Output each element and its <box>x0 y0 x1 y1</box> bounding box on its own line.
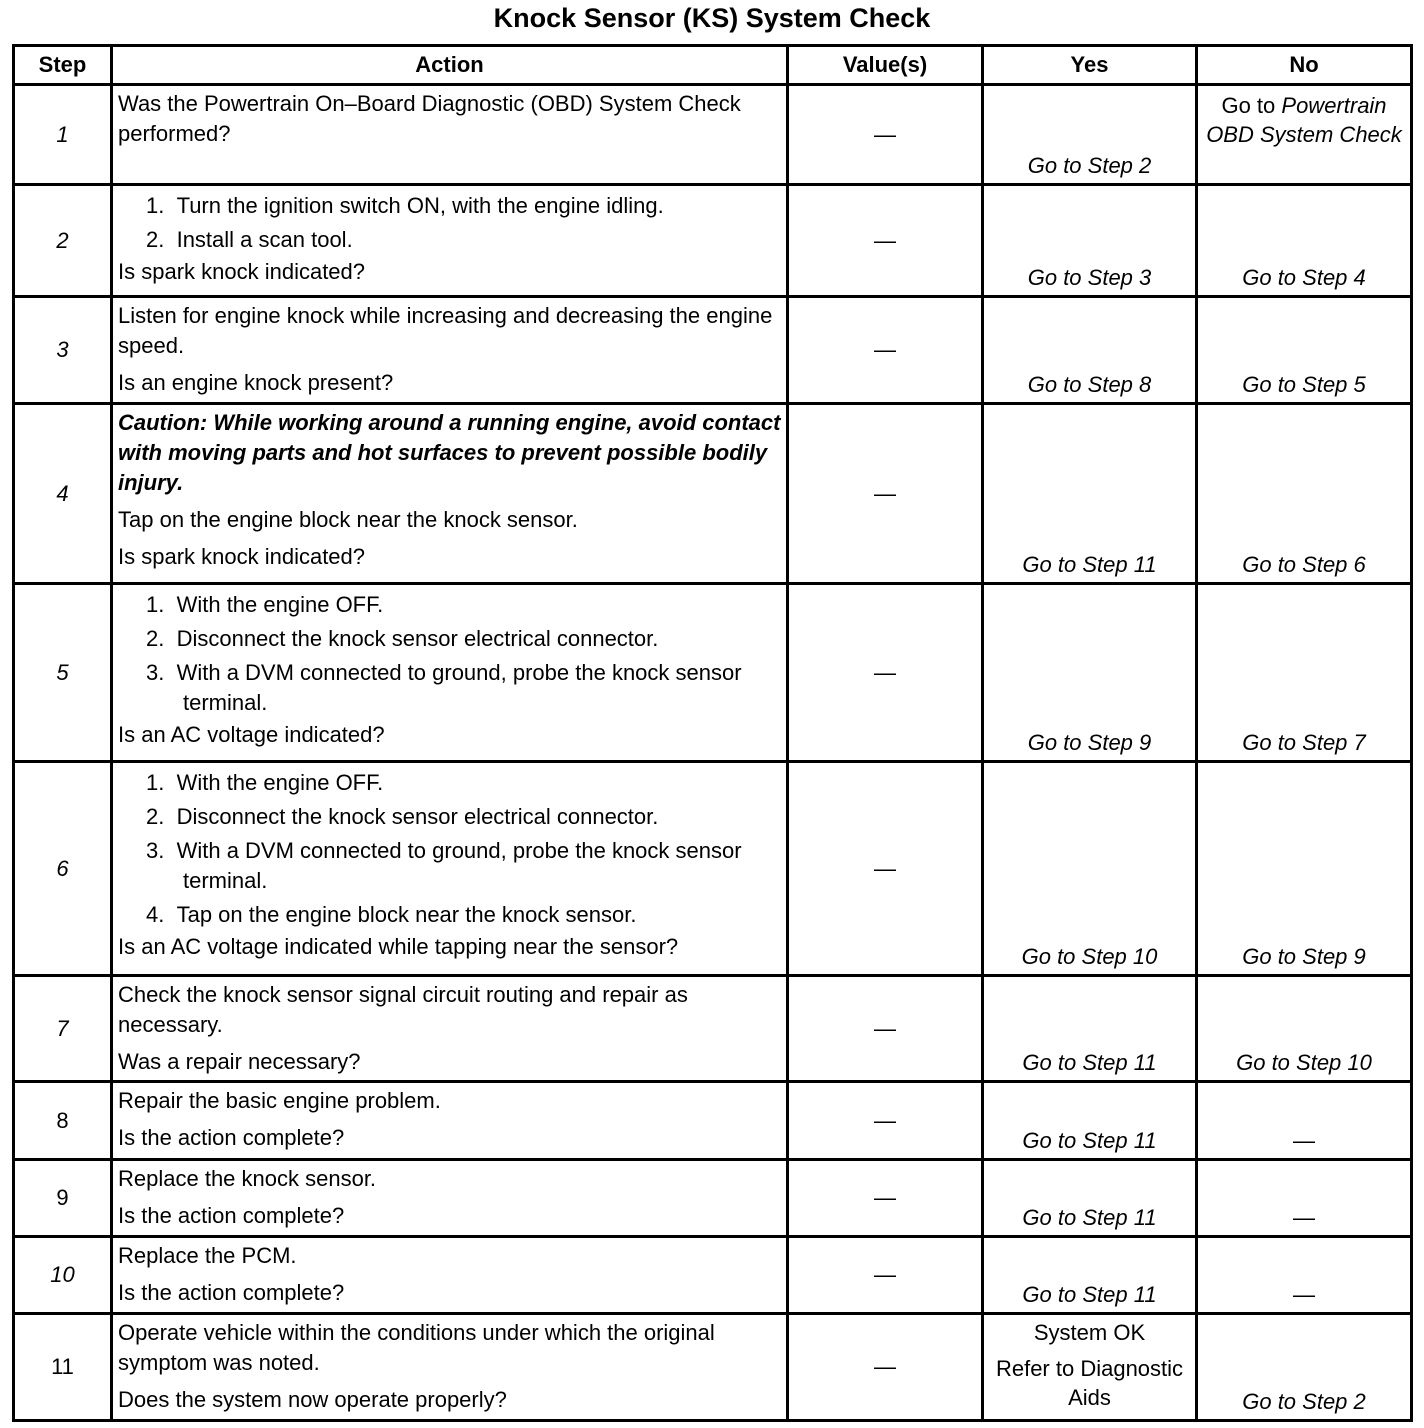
value-cell: — <box>788 976 983 1082</box>
action-cell <box>112 584 788 762</box>
list-item: 1. With the engine OFF. <box>146 770 384 795</box>
table-row <box>14 1082 1412 1160</box>
system-ok-text: System OK <box>1033 1320 1146 1345</box>
caution-text: Caution: While working around a running engine, avoid contact with moving parts and hot surfaces to prevent possible bodily injury. <box>118 410 781 495</box>
no-link: Powertrain OBD System Check <box>1206 93 1402 147</box>
list-item: 1. With the engine OFF. <box>146 592 384 617</box>
no-cell: Go to Step 9 <box>1197 762 1412 976</box>
action-list <box>146 768 782 930</box>
header-step: Step <box>14 46 112 85</box>
yes-cell: Go to Step 3 <box>983 185 1197 297</box>
table-row <box>14 976 1412 1082</box>
yes-cell: Go to Step 9 <box>983 584 1197 762</box>
table-row <box>14 297 1412 404</box>
yes-cell: Go to Step 2 <box>983 85 1197 185</box>
value-cell: — <box>788 404 983 584</box>
yes-cell: Go to Step 11 <box>983 404 1197 584</box>
action-cell <box>112 185 788 297</box>
action-cell <box>112 297 788 404</box>
action-cell <box>112 1314 788 1421</box>
header-yes: Yes <box>983 46 1197 85</box>
diagnostic-table <box>12 44 1413 1422</box>
step-number: 1 <box>14 85 112 185</box>
table-row <box>14 1314 1412 1421</box>
action-text: Replace the PCM. <box>118 1243 297 1268</box>
value-cell: — <box>788 762 983 976</box>
no-cell: Go to Step 5 <box>1197 297 1412 404</box>
yes-cell: Go to Step 10 <box>983 762 1197 976</box>
page-title: Knock Sensor (KS) System Check <box>493 3 931 33</box>
value-cell: — <box>788 297 983 404</box>
no-cell: Go to Step 6 <box>1197 404 1412 584</box>
list-item: 3. With a DVM connected to ground, probe the knock sensor terminal. <box>146 838 742 893</box>
table-row <box>14 584 1412 762</box>
action-question: Is spark knock indicated? <box>118 259 366 284</box>
diagnostic-aids-text: Refer to Diagnostic Aids <box>995 1356 1184 1410</box>
value-cell: — <box>788 85 983 185</box>
table-row <box>14 85 1412 185</box>
step-number: 10 <box>14 1237 112 1314</box>
action-cell <box>112 976 788 1082</box>
header-values: Value(s) <box>788 46 983 85</box>
action-cell <box>112 85 788 185</box>
table-row <box>14 1160 1412 1237</box>
table-row <box>14 404 1412 584</box>
list-item: 2. Install a scan tool. <box>146 227 353 252</box>
no-prefix: Go to <box>1221 93 1276 118</box>
action-cell <box>112 404 788 584</box>
action-text: Replace the knock sensor. <box>118 1166 377 1191</box>
list-item: 3. With a DVM connected to ground, probe the knock sensor terminal. <box>146 660 742 715</box>
list-item: 2. Disconnect the knock sensor electrical connector. <box>146 804 659 829</box>
yes-cell: Go to Step 11 <box>983 1160 1197 1237</box>
step-number: 7 <box>14 976 112 1082</box>
no-cell: Go to Step 10 <box>1197 976 1412 1082</box>
action-question: Does the system now operate properly? <box>118 1387 507 1412</box>
yes-cell <box>983 1314 1197 1421</box>
step-number: 3 <box>14 297 112 404</box>
yes-cell: Go to Step 11 <box>983 1082 1197 1160</box>
value-cell: — <box>788 1082 983 1160</box>
action-cell <box>112 1082 788 1160</box>
action-text: Repair the basic engine problem. <box>118 1088 441 1113</box>
action-cell <box>112 762 788 976</box>
no-cell: Go to Step 7 <box>1197 584 1412 762</box>
action-cell <box>112 1160 788 1237</box>
no-cell: — <box>1197 1082 1412 1160</box>
action-question: Is an AC voltage indicated? <box>118 722 385 747</box>
value-cell: — <box>788 1237 983 1314</box>
action-question: Was a repair necessary? <box>118 1049 361 1074</box>
value-cell: — <box>788 1314 983 1421</box>
list-item: 1. Turn the ignition switch ON, with the engine idling. <box>146 193 664 218</box>
yes-cell: Go to Step 11 <box>983 1237 1197 1314</box>
action-text: Operate vehicle within the conditions under which the original symptom was noted. <box>118 1320 715 1375</box>
action-list <box>146 590 782 718</box>
yes-cell: Go to Step 8 <box>983 297 1197 404</box>
no-cell: Go to Step 4 <box>1197 185 1412 297</box>
step-number: 4 <box>14 404 112 584</box>
no-cell: — <box>1197 1160 1412 1237</box>
action-text: Check the knock sensor signal circuit routing and repair as necessary. <box>118 982 688 1037</box>
step-number: 5 <box>14 584 112 762</box>
header-no: No <box>1197 46 1412 85</box>
value-cell: — <box>788 584 983 762</box>
action-question: Is an AC voltage indicated while tapping near the sensor? <box>118 934 679 959</box>
list-item: 4. Tap on the engine block near the knock sensor. <box>146 902 637 927</box>
action-question: Is spark knock indicated? <box>118 544 366 569</box>
action-list <box>146 191 782 255</box>
list-item: 2. Disconnect the knock sensor electrical connector. <box>146 626 659 651</box>
action-text: Tap on the engine block near the knock sensor. <box>118 507 578 532</box>
header-row <box>14 46 1412 85</box>
step-number: 9 <box>14 1160 112 1237</box>
no-cell <box>1197 85 1412 185</box>
action-question: Is the action complete? <box>118 1203 345 1228</box>
action-question: Is an engine knock present? <box>118 370 394 395</box>
value-cell: — <box>788 1160 983 1237</box>
action-question: Is the action complete? <box>118 1280 345 1305</box>
action-text: Listen for engine knock while increasing and decreasing the engine speed. <box>118 303 773 358</box>
step-number: 6 <box>14 762 112 976</box>
yes-cell: Go to Step 11 <box>983 976 1197 1082</box>
step-number: 11 <box>14 1314 112 1421</box>
no-cell: — <box>1197 1237 1412 1314</box>
step-number: 8 <box>14 1082 112 1160</box>
table-row <box>14 1237 1412 1314</box>
table-row <box>14 762 1412 976</box>
action-cell <box>112 1237 788 1314</box>
action-text: Was the Powertrain On–Board Diagnostic (OBD) System Check performed? <box>118 91 741 146</box>
no-cell: Go to Step 2 <box>1197 1314 1412 1421</box>
table-row <box>14 185 1412 297</box>
header-action: Action <box>112 46 788 85</box>
step-number: 2 <box>14 185 112 297</box>
value-cell: — <box>788 185 983 297</box>
action-question: Is the action complete? <box>118 1125 345 1150</box>
